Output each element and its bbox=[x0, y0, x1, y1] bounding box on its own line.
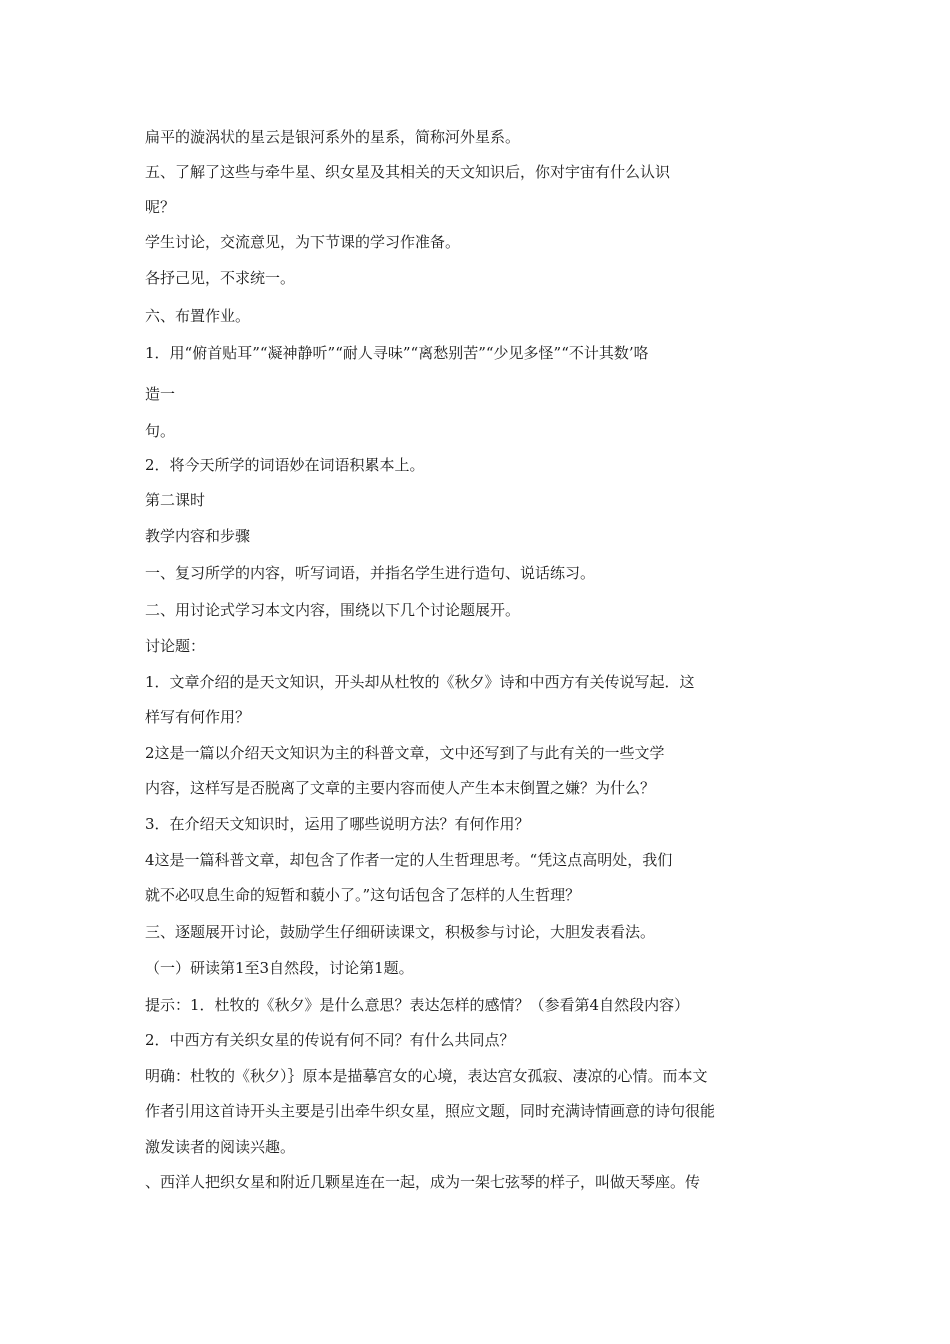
text-line: 样写有何作用？ bbox=[145, 708, 251, 726]
text-line: 呢？ bbox=[145, 198, 176, 216]
text-line: 三、逐题展开讨论，鼓励学生仔细研读课文，积极参与讨论，大胆发表看法。 bbox=[145, 923, 656, 941]
text-line: 句。 bbox=[145, 422, 176, 440]
text-line: 就不必叹息生命的短暂和藐小了。”这句话包含了怎样的人生哲理？ bbox=[145, 886, 581, 904]
text-line: 二、用讨论式学习本文内容，围绕以下几个讨论题展开。 bbox=[145, 601, 521, 619]
text-line: 扁平的漩涡状的星云是银河系外的星系，简称河外星系。 bbox=[145, 128, 521, 146]
text-line: 造一 bbox=[145, 385, 176, 403]
text-line: 各抒己见，不求统一。 bbox=[145, 269, 296, 287]
text-line: 3．在介绍天文知识时，运用了哪些说明方法？有何作用？ bbox=[145, 815, 530, 833]
text-line: 教学内容和步骤 bbox=[145, 527, 251, 545]
text-line: 1．文章介绍的是天文知识，开头却从杜牧的《秋夕》诗和中西方有关传说写起．这 bbox=[145, 673, 695, 691]
text-line: （一）研读第1至3自然段，讨论第1题。 bbox=[145, 959, 414, 977]
text-line: 一、复习所学的内容，听写词语，并指名学生进行造句、说话练习。 bbox=[145, 564, 596, 582]
text-line: 、西洋人把织女星和附近几颗星连在一起，成为一架七弦琴的样子，叫做天琴座。传 bbox=[145, 1173, 701, 1191]
text-line: 2．中西方有关织女星的传说有何不同？有什么共同点？ bbox=[145, 1031, 515, 1049]
text-line: 讨论题： bbox=[145, 637, 206, 655]
text-line: 2．将今天所学的词语妙在词语积累本上。 bbox=[145, 456, 425, 474]
text-line: 学生讨论，交流意见，为下节课的学习作准备。 bbox=[145, 233, 461, 251]
text-line: 作者引用这首诗开头主要是引出牵牛织女星，照应文题，同时充满诗情画意的诗句很能 bbox=[145, 1102, 716, 1120]
text-line: 明确：杜牧的《秋夕）｝原本是描摹宫女的心境，表达宫女孤寂、凄凉的心情。而本文 bbox=[145, 1067, 708, 1085]
text-line: 2这是一篇以介绍天文知识为主的科普文章，文中还写到了与此有关的一些文学 bbox=[145, 744, 665, 762]
text-line: 六、布置作业。 bbox=[145, 307, 251, 325]
text-line: 1．用“俯首贴耳”“凝神静听”“耐人寻味”“离愁别苦”“少见多怪”“不计其数’咯 bbox=[145, 344, 649, 362]
text-line: 提示：1．杜牧的《秋夕》是什么意思？表达怎样的感情？（参看第4自然段内容） bbox=[145, 996, 690, 1014]
text-line: 内容，这样写是否脱离了文章的主要内容而使人产生本末倒置之嫌？为什么？ bbox=[145, 779, 656, 797]
section-heading: 第二课时 bbox=[145, 491, 206, 509]
text-line: 4这是一篇科普文章，却包含了作者一定的人生哲理思考。“凭这点高明处，我们 bbox=[145, 851, 673, 869]
text-line: 五、了解了这些与牵牛星、织女星及其相关的天文知识后，你对宇宙有什么认识 bbox=[145, 163, 671, 181]
text-line: 激发读者的阅读兴趣。 bbox=[145, 1138, 296, 1156]
